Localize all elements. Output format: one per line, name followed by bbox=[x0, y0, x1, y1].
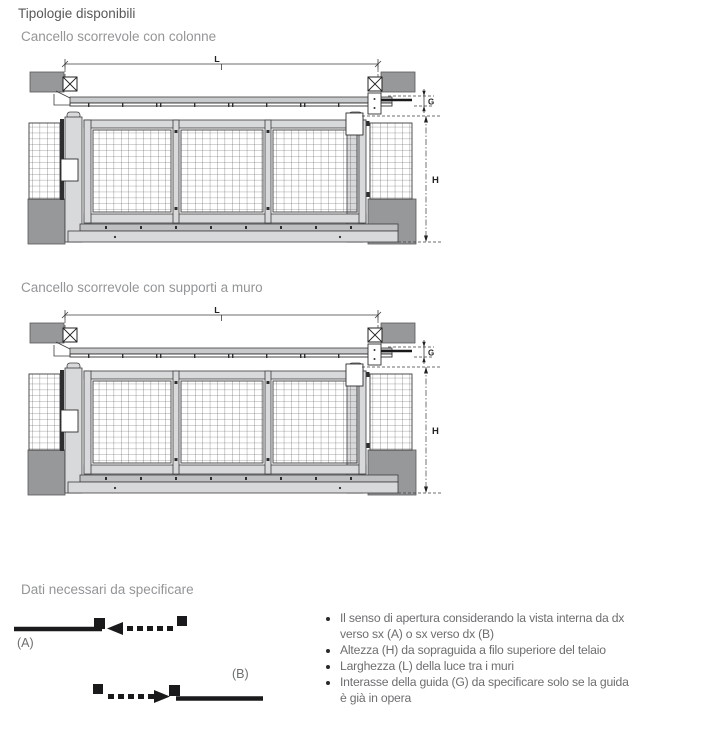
start-post-marker bbox=[177, 616, 187, 626]
plan-post-right bbox=[368, 328, 382, 342]
plan-wall-left bbox=[30, 72, 64, 92]
gate-edge-marker bbox=[94, 618, 105, 629]
gate-top-rail bbox=[84, 371, 366, 379]
direction-a-label: (A) bbox=[17, 636, 34, 650]
start-post-marker bbox=[93, 684, 103, 694]
arrowhead-right-icon bbox=[154, 690, 170, 703]
plan-wall-right bbox=[381, 323, 415, 343]
upper-guide-box bbox=[346, 364, 363, 386]
gate-mesh-panel-1 bbox=[93, 381, 171, 463]
gate-mesh-panel-3 bbox=[273, 130, 357, 212]
track-base bbox=[68, 231, 398, 242]
dimension-l-label: L bbox=[214, 56, 220, 64]
plan-guide-rail bbox=[70, 97, 392, 103]
direction-b-label: (B) bbox=[232, 667, 249, 681]
fence-panel-left bbox=[29, 123, 60, 199]
plan-guide-bracket bbox=[368, 93, 381, 114]
arrowhead-left-icon bbox=[107, 622, 123, 635]
elevation-wall-left bbox=[28, 199, 65, 244]
direction-b-arrow bbox=[85, 676, 270, 710]
direction-b-diagram bbox=[85, 676, 270, 715]
dimension-l-label: L bbox=[214, 307, 220, 315]
fence-panel-right bbox=[370, 123, 412, 199]
elevation-wall-left bbox=[28, 450, 65, 495]
section-title-dati: Dati necessari da specificare bbox=[21, 582, 194, 597]
dashed-travel-path bbox=[108, 694, 154, 699]
lock-box bbox=[61, 159, 78, 181]
fence-panel-left bbox=[29, 374, 60, 450]
gate-mesh-panel-2 bbox=[181, 130, 263, 212]
dimension-h-label: H bbox=[432, 426, 439, 437]
dimension-g-label: G bbox=[428, 97, 435, 107]
gate-bottom-rail bbox=[84, 465, 366, 474]
dimension-l bbox=[62, 307, 381, 331]
plan-wall-right bbox=[381, 72, 415, 92]
section-title-supporti-muro: Cancello scorrevole con supporti a muro bbox=[21, 280, 263, 295]
fence-panel-right bbox=[370, 374, 412, 450]
plan-wall-left bbox=[30, 323, 64, 343]
dimension-l bbox=[62, 56, 381, 80]
direction-a-arrow bbox=[10, 610, 210, 644]
gate-bottom-rail bbox=[84, 214, 366, 223]
diagram-cancello-supporti-muro bbox=[10, 307, 455, 502]
dimension-h-label: H bbox=[432, 175, 439, 186]
lock-box bbox=[61, 410, 78, 432]
dashed-travel-path bbox=[127, 626, 173, 631]
gate-top-rail bbox=[84, 120, 366, 128]
gate-edge-marker bbox=[169, 685, 180, 696]
gate-technical-drawing bbox=[10, 307, 455, 502]
plan-view bbox=[30, 323, 434, 365]
page-title: Tipologie disponibili bbox=[18, 6, 136, 21]
dimension-g-label: G bbox=[428, 348, 435, 358]
direction-a-diagram bbox=[10, 610, 210, 649]
elevation-view bbox=[28, 112, 442, 244]
note-item: • Il senso di apertura considerando la vista interna da dx verso sx (A) o sx verso dx (B) bbox=[340, 610, 632, 642]
plan-view bbox=[30, 72, 434, 114]
track-base bbox=[68, 482, 398, 493]
gate-mesh-panel-1 bbox=[93, 130, 171, 212]
elevation-view bbox=[28, 363, 442, 495]
gate-mesh-panel-3 bbox=[273, 381, 357, 463]
upper-guide-box bbox=[346, 113, 363, 135]
note-item: • Larghezza (L) della luce tra i muri bbox=[340, 658, 632, 674]
gate-mesh-panel-2 bbox=[181, 381, 263, 463]
plan-post-left bbox=[63, 328, 77, 342]
note-item: • Altezza (H) da sopraguida a filo superiore del telaio bbox=[340, 642, 632, 658]
plan-post-right bbox=[368, 77, 382, 91]
gate-technical-drawing bbox=[10, 56, 455, 251]
note-item: • Interasse della guida (G) da specificare solo se la guida è già in opera bbox=[340, 674, 632, 706]
plan-guide-rail bbox=[70, 348, 392, 354]
diagram-cancello-colonne bbox=[10, 56, 455, 251]
required-data-list bbox=[325, 610, 632, 706]
section-title-colonne: Cancello scorrevole con colonne bbox=[21, 29, 217, 44]
plan-post-left bbox=[63, 77, 77, 91]
plan-guide-bracket bbox=[368, 344, 381, 365]
